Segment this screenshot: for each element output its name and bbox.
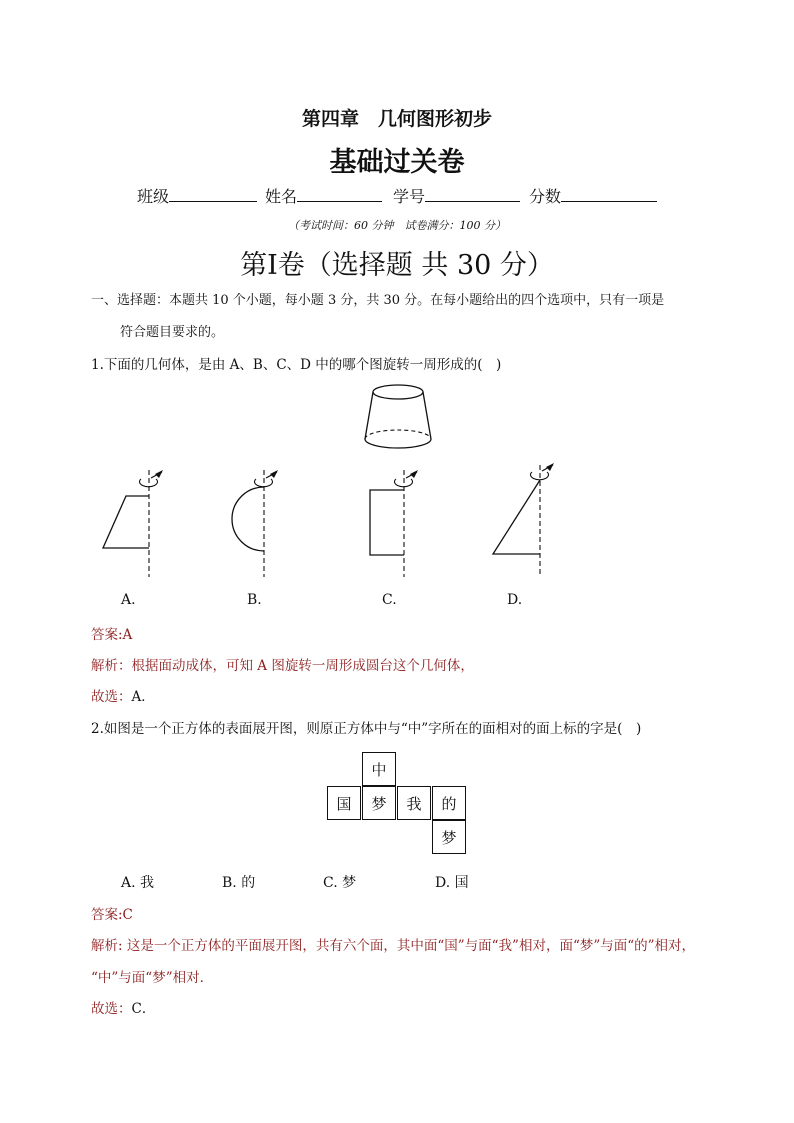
q2-option-a: A. 我: [121, 875, 155, 891]
net-cell-zhong: 中: [362, 752, 396, 786]
class-blank: [169, 185, 257, 202]
q2-option-d: D. 国: [435, 875, 469, 891]
q1-option-a: A.: [121, 592, 136, 608]
q2-answer: 答案:C: [91, 907, 133, 923]
page-title: 基础过关卷: [329, 147, 465, 178]
class-field: [137, 184, 257, 207]
name-field: [265, 184, 382, 207]
q2-choice-label: 故选：: [91, 1001, 132, 1017]
q1-choice-value: A: [131, 689, 142, 705]
instructions-line-2: 符合题目要求的。: [120, 325, 225, 340]
volume-title: 第Ⅰ卷（选择题 共 30 分）: [240, 250, 554, 281]
q2-choice-end: ．: [141, 1001, 156, 1017]
exam-meta: （考试时间：60 分钟 试卷满分：100 分）: [288, 219, 506, 232]
instructions-line-1: 一、选择题：本题共 10 个小题，每小题 3 分，共 30 分。在每小题给出的四个选项中，只有一项是: [91, 293, 665, 308]
number-blank: [425, 185, 520, 202]
q1-answer: 答案:A: [91, 627, 133, 643]
net-cell-de: 的: [432, 786, 466, 820]
chapter-title: 第四章 几何图形初步: [301, 108, 492, 130]
q2-analysis-line-1: 解析: 这是一个正方体的平面展开图，共有六个面，其中面“国”与面“我”相对，面“梦”与面“的”相对，: [91, 938, 696, 954]
q2-option-c: C. 梦: [323, 875, 357, 891]
q2-choice: [91, 997, 155, 1017]
q1-stem: 1.下面的几何体，是由 A、B、C、D 中的哪个图旋转一周形成的( ): [91, 357, 502, 373]
q2-option-b: B. 的: [222, 875, 256, 891]
option-b-figure: [222, 465, 292, 580]
q1-choice: [91, 685, 155, 705]
frustum-figure: [358, 382, 438, 456]
name-blank: [297, 185, 382, 202]
net-cell-meng: 梦: [362, 786, 396, 820]
class-label: 班级: [137, 187, 170, 206]
q1-option-b: B.: [247, 592, 262, 608]
net-cell-meng-2: 梦: [432, 820, 466, 854]
option-c-figure: [360, 465, 430, 580]
score-label: 分数: [529, 187, 562, 206]
q1-analysis: 解析：根据面动成体，可知 A 图旋转一周形成圆台这个几何体，: [91, 658, 474, 674]
score-field: [529, 184, 657, 207]
q2-choice-value: C: [131, 1001, 142, 1017]
number-label: 学号: [393, 187, 426, 206]
q1-choice-label: 故选：: [91, 689, 132, 705]
q2-analysis-line-2: “中”与面“梦”相对．: [91, 970, 214, 986]
option-d-figure: [488, 460, 568, 580]
q1-choice-end: ．: [141, 689, 155, 705]
q1-option-d: D.: [507, 592, 523, 608]
name-label: 姓名: [265, 187, 298, 206]
score-blank: [561, 185, 657, 202]
net-cell-guo: 国: [327, 786, 361, 820]
net-cell-wo: 我: [397, 786, 431, 820]
q2-stem: 2.如图是一个正方体的表面展开图，则原正方体中与“中”字所在的面相对的面上标的字是( ): [91, 721, 642, 737]
number-field: [393, 184, 520, 207]
option-a-figure: [96, 465, 176, 580]
q1-option-c: C.: [382, 592, 397, 608]
